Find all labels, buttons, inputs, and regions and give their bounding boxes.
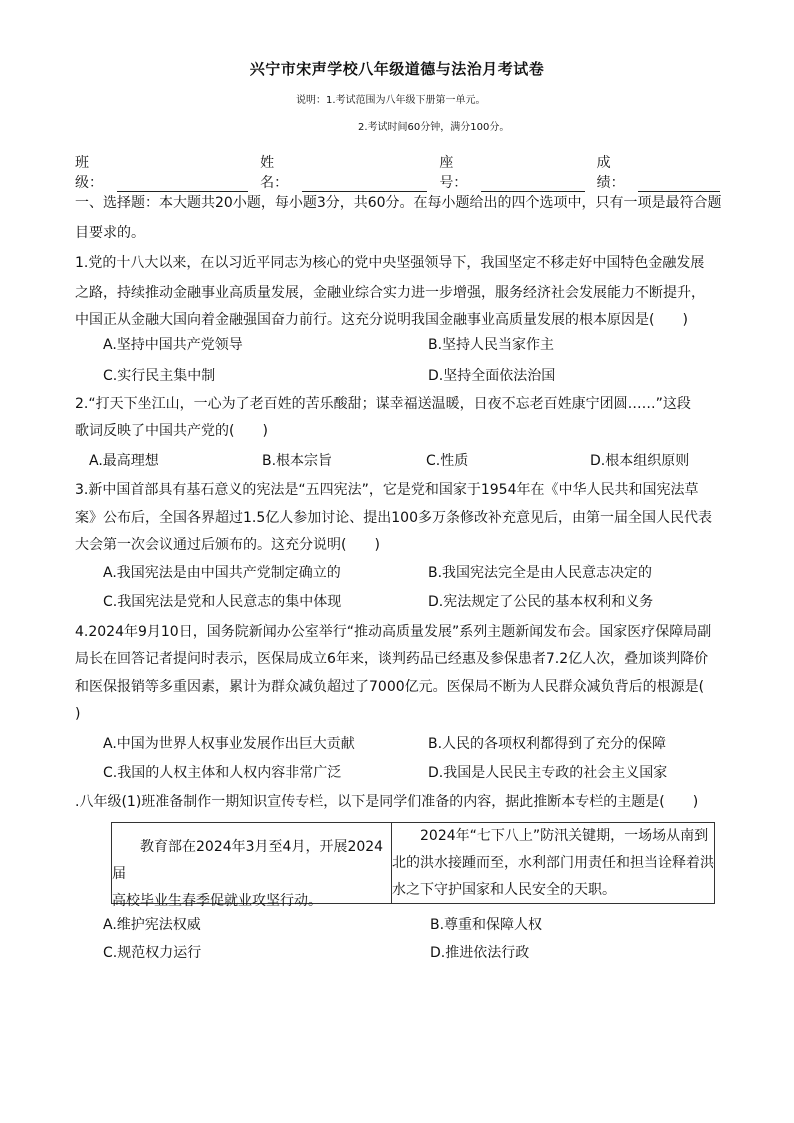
question-4-text: 4.2024年9月10日，国务院新闻办公室举行“推动高质量发展”系列主题新闻发布会。国家医疗保障局副 — [75, 624, 712, 640]
q3-option-d[interactable]: D.宪法规定了公民的基本权利和义务 — [428, 594, 654, 610]
q3-option-c[interactable]: C.我国宪法是党和人民意志的集中体现 — [103, 594, 342, 610]
class-label: 班级： — [75, 155, 103, 191]
class-field[interactable] — [75, 152, 260, 192]
section-heading-cont: 目要求的。 — [75, 225, 145, 241]
q1-option-c[interactable]: C.实行民主集中制 — [103, 368, 216, 384]
q2-option-d[interactable]: D.根本组织原则 — [590, 453, 690, 469]
name-blank[interactable] — [302, 177, 427, 192]
q2-option-c[interactable]: C.性质 — [426, 453, 469, 469]
material-right-line: 北的洪水接踵而至，水利部门用责任和担当诠释着洪 — [392, 855, 714, 871]
class-blank[interactable] — [117, 177, 248, 192]
score-label: 成绩： — [596, 155, 625, 191]
question-3-text: 案》公布后，全国各界超过1.5亿人参加讨论、提出100多万条修改补充意见后，由第一届全国人民代表 — [75, 510, 712, 526]
name-field[interactable] — [260, 152, 439, 192]
material-left-line: 高校毕业生春季促就业攻坚行动。 — [112, 893, 322, 909]
question-4-text: 和医保报销等多重因素，累计为群众减负超过了7000亿元。医保局不断为人民群众减负背后的根源是( — [75, 679, 705, 695]
seat-label: 座号： — [439, 155, 468, 191]
material-table — [111, 822, 715, 909]
question-1-text: 1.党的十八大以来，在以习近平同志为核心的党中央坚强领导下，我国坚定不移走好中国特色金融发展 — [75, 255, 705, 271]
q5-option-b[interactable]: B.尊重和保障人权 — [430, 917, 543, 933]
q1-option-d[interactable]: D.坚持全面依法治国 — [428, 368, 556, 384]
q2-option-b[interactable]: B.根本宗旨 — [262, 453, 333, 469]
q1-option-a[interactable]: A.坚持中国共产党领导 — [103, 337, 243, 353]
q3-option-a[interactable]: A.我国宪法是由中国共产党制定确立的 — [103, 565, 341, 581]
question-1-text: 中国正从金融大国向着金融强国奋力前行。这充分说明我国金融事业高质量发展的根本原因是( ) — [75, 312, 688, 328]
exam-note-scope: 说明：1.考试范围为八年级下册第一单元。 — [296, 95, 486, 106]
question-4-text: 局长在回答记者提问时表示，医保局成立6年来，谈判药品已经惠及参保患者7.2亿人次，叠加谈判降价 — [75, 651, 709, 667]
q5-option-c[interactable]: C.规范权力运行 — [103, 945, 202, 961]
question-2-text: 歌词反映了中国共产党的( ) — [75, 423, 268, 439]
score-field[interactable] — [597, 152, 720, 192]
q2-option-a[interactable]: A.最高理想 — [89, 453, 159, 469]
q4-option-a[interactable]: A.中国为世界人权事业发展作出巨大贡献 — [103, 736, 355, 752]
q4-option-b[interactable]: B.人民的各项权利都得到了充分的保障 — [428, 736, 667, 752]
seat-field[interactable] — [439, 152, 596, 192]
q4-option-d[interactable]: D.我国是人民民主专政的社会主义国家 — [428, 765, 668, 781]
score-blank[interactable] — [638, 177, 720, 192]
question-4-text: ) — [75, 706, 81, 722]
page-title: 兴宁市宋声学校八年级道德与法治月考试卷 — [249, 60, 545, 78]
question-3-text: 3.新中国首部具有基石意义的宪法是“五四宪法”，它是党和国家于1954年在《中华人民共和国宪法草 — [75, 482, 699, 498]
q1-option-b[interactable]: B.坚持人民当家作主 — [428, 337, 555, 353]
student-info-row — [75, 152, 720, 192]
material-table-cell-right — [392, 823, 714, 903]
q5-option-d[interactable]: D.推进依法行政 — [430, 945, 530, 961]
q5-option-a[interactable]: A.维护宪法权威 — [103, 917, 201, 933]
exam-note-time: 2.考试时间60分钟，满分100分。 — [358, 122, 510, 133]
question-1-text: 之路，持续推动金融事业高质量发展，金融业综合实力进一步增强，服务经济社会发展能力不断提升， — [75, 285, 705, 301]
seat-blank[interactable] — [481, 177, 584, 192]
material-table-cell-left — [112, 823, 392, 909]
material-right-line: 2024年“七下八上”防汛关键期，一场场从南到 — [392, 828, 709, 844]
question-5-text: .八年级(1)班准备制作一期知识宣传专栏，以下是同学们准备的内容，据此推断本专栏的主题是( ) — [75, 794, 699, 810]
name-label: 姓名： — [260, 155, 289, 191]
question-2-text: 2.“打天下坐江山，一心为了老百姓的苦乐酸甜；谋幸福送温暖，日夜不忘老百姓康宁团圆……”这段 — [75, 396, 691, 412]
section-heading: 一、选择题：本大题共20小题，每小题3分，共60分。在每小题给出的四个选项中，只有一项是最符合题 — [75, 195, 722, 211]
material-right-line: 水之下守护国家和人民安全的天职。 — [392, 882, 616, 898]
material-left-line: 教育部在2024年3月至4月，开展2024届 — [112, 839, 384, 882]
q4-option-c[interactable]: C.我国的人权主体和人权内容非常广泛 — [103, 765, 342, 781]
question-3-text: 大会第一次会议通过后颁布的。这充分说明( ) — [75, 537, 380, 553]
q3-option-b[interactable]: B.我国宪法完全是由人民意志决定的 — [428, 565, 653, 581]
